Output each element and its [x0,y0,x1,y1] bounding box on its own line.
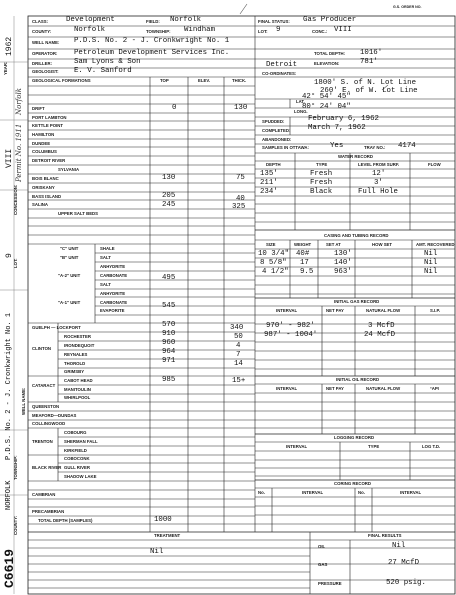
water-row3-type: Black [310,188,333,196]
coord-line2: 260' E. of W. Lot Line [320,87,418,95]
long-label: LONG. [294,109,308,114]
a1-carbonate-top: 545 [162,302,176,310]
bois-blanc-top: 130 [162,174,176,182]
casing-title: CASING AND TUBING RECORD [324,233,389,238]
tray-value: 4174 [398,142,416,150]
irondequoit-thick: 4 [236,342,241,350]
class-value: Development [66,16,115,24]
oil-col-flow: NATURAL FLOW [366,386,401,391]
hamilton-label: HAMILTON [32,132,55,137]
pressure-result-label: PRESSURE [318,581,342,586]
treatment-title: TREATMENT [154,533,181,538]
county-side-value: NORFOLK [5,480,13,510]
water-row3-depth: 234' [260,188,278,196]
driller-label: DRILLER: [32,61,53,66]
gas-row1-interval: 970' - 982' [266,322,315,330]
oil-title: INITIAL OIL RECORD [336,377,380,382]
casing-col-recovered: AMT. RECOVERED [416,242,455,247]
b-unit-label: "B" UNIT [60,255,79,260]
water-col-depth: DEPTH [266,162,281,167]
water-row3-level: Full Hole [358,188,398,196]
water-row1-level: 12' [372,170,386,178]
guelph-label: GUELPH — LOCKPORT [32,325,81,330]
geologist-label: GEOLOGIST: [32,69,59,74]
casing-col-setat: SET AT [326,242,341,247]
coordinates-label: CO-ORDINATES: [262,71,297,76]
well-name-side-label: WELL NAME: [21,387,26,415]
operator-value: Petroleum Development Services Inc. [74,49,230,57]
year-label: YEAR: [3,61,8,75]
salina-top: 245 [162,201,176,209]
gas-col-flow: NATURAL FLOW [366,308,401,313]
meaford-label: MEAFORD—DUNDAS [32,413,77,418]
casing-row2-size: 8 5/8" [260,259,287,267]
carbonate2-label: CARBONATE [100,300,128,305]
cobourg-label: COBOURG [64,430,87,435]
guelph-thick: 340 [230,324,244,332]
bass-island-top: 205 [162,192,176,200]
casing-col-howset: HOW SET [372,242,393,247]
bass-island-thick: 40 [236,195,245,203]
gas-col-interval: INTERVAL [276,308,298,313]
cabot-head-label: CABOT HEAD [64,378,93,383]
water-col-flow: FLOW [428,162,441,167]
logging-col-type: TYPE [368,444,380,449]
county-label: COUNTY: [32,29,52,34]
formations-title: GEOLOGICAL FORMATIONS [32,78,91,83]
completed-label: COMPLETED: [262,128,291,133]
casing-row2-recovered: Nil [424,259,438,267]
long-value: 80° 24' 04" [302,103,351,111]
a1-unit-label: "A-1" UNIT [58,300,81,305]
samples-value: Yes [330,142,344,150]
anhydrite-label: ANHYDRITE [100,264,126,269]
shadow-lake-label: SHADOW LAKE [64,474,97,479]
geologist-value: E. V. Sanford [74,67,132,75]
kirkfield-label: KIRKFIELD [64,448,87,453]
lot-label-header: LOT: [258,29,268,34]
sylvania-label: SYLVANIA [58,167,80,172]
treatment-value: Nil [150,548,164,556]
final-status-label: FINAL STATUS: [258,19,290,24]
record-number: C6619 [2,548,17,588]
detroit-river-label: DETROIT RIVER [32,158,66,163]
city-value: Detroit [266,61,298,69]
coring-title: CORING RECORD [334,481,372,486]
water-row1-depth: 135' [260,170,278,178]
guelph-top: 570 [162,321,176,329]
driller-value: Sam Lyons & Son [74,58,141,66]
conc-value: VIII [334,26,352,34]
concession-label: CONCESSION: [13,184,18,215]
casing-col-size: SIZE [266,242,276,247]
irondequoit-top: 960 [162,339,176,347]
carbonate-label: CARBONATE [100,273,128,278]
casing-row1-weight: 40# [296,250,310,258]
gas-col-sip: S.I.P. [430,308,440,313]
casing-row2-weight: 17 [300,259,309,267]
year-value: 1962 [5,36,14,56]
coring-col-no2: No. [358,490,365,495]
thorold-thick: 14 [234,360,243,368]
well-name-label: WELL NAME: [32,40,60,45]
casing-row3-recovered: Nil [424,268,438,276]
gas-title: INITIAL GAS RECORD [334,299,380,304]
oil-col-api: °API [430,386,439,391]
county-side-label: COUNTY: [13,515,18,535]
lot-value: 9 [5,253,14,258]
coord-line1: 1800' S. of N. Lot Line [314,79,417,87]
samples-label: SAMPLES IN OTTAWA: [262,145,309,150]
township-label: TOWNSHIP: [146,29,171,34]
evaporite-label: EVAPORITE [100,308,125,313]
manitoulin-label: MANITOULIN [64,387,91,392]
coring-col-no1: No. [258,490,265,495]
gas-result-label: GAS [318,562,328,567]
reynales-label: REYNALES [64,352,88,357]
dundee-label: DUNDEE [32,141,51,146]
final-results-title: FINAL RESULTS [368,533,402,538]
permit-handwritten: Permit No. 1911 [15,123,23,182]
lot-value-header: 9 [276,26,281,34]
lat-label: LAT. [296,99,305,104]
township-side-label: TOWNSHIP: [13,455,18,480]
casing-row3-weight: 9.5 [300,268,314,276]
lot-label: LOT: [13,258,18,268]
col-top: TOP [160,78,169,83]
upper-salt-beds-label: UPPER SALT BEDS [58,211,99,216]
water-col-level: LEVEL FROM SURF. [358,162,400,167]
coring-col-interval2: INTERVAL [400,490,422,495]
oil-col-netpay: NET PAY [326,386,344,391]
water-row2-level: 3' [374,179,383,187]
sherman-fall-label: SHERMAN FALL [64,439,98,444]
col-elev: ELEV. [198,78,211,83]
cabot-head-top: 985 [162,376,176,384]
casing-row1-size: 10 3/4" [258,250,290,258]
cambrian-label: CAMBRIAN [32,492,56,497]
field-value: Norfolk [170,16,202,24]
spudded-label: SPUDDED: [262,119,285,124]
gas-result-value: 27 McfD [388,559,420,567]
precambrian-label: PRECAMBRIAN [32,509,65,514]
final-status-value: Gas Producer [303,16,357,24]
salt2-label: SALT [100,282,111,287]
well-name-side-value: P.D.S. No. 2 - J. Cronkwright No. 1 [5,312,13,460]
oil-result-label: OIL [318,544,326,549]
completed-value: March 7, 1962 [308,124,366,132]
abandoned-label: ABANDONED: [262,137,292,142]
water-row2-depth: 211' [260,179,278,187]
rochester-thick: 50 [234,333,243,341]
shale-label: SHALE [100,246,115,251]
gas-col-netpay: NET PAY [326,308,344,313]
well-name-value: P.D.S. No. 2 - J. Cronkwright No. 1 [74,37,230,45]
gs-order-label: G.S. ORDER NO. [393,5,422,9]
rochester-top: 910 [162,330,176,338]
spudded-value: February 6, 1962 [308,115,379,123]
coring-col-interval1: INTERVAL [302,490,324,495]
casing-row1-setat: 130' [334,250,352,258]
operator-label: OPERATOR: [32,51,58,56]
whirlpool-label: WHIRLPOOL [64,395,91,400]
logging-col-interval: INTERVAL [286,444,308,449]
gas-row2-flow: 24 McfD [364,331,396,339]
a2-unit-label: "A-2" UNIT [58,273,81,278]
grimsby-label: GRIMSBY [64,369,85,374]
total-depth-samples-label: TOTAL DEPTH (SAMPLES) [38,518,93,523]
elevation-value: 781' [360,58,378,66]
queenston-label: QUEENSTON [32,404,60,409]
lat-value: 42° 54' 45" [302,93,351,101]
col-thick: THICK. [232,78,247,83]
total-depth-label: TOTAL DEPTH: [314,51,346,56]
casing-row3-size: 4 1/2" [262,268,289,276]
port-lambton-label: PORT LAMBTON [32,115,67,120]
reynales-thick: 7 [236,351,241,359]
pressure-result-value: 520 psig. [386,579,426,587]
casing-row3-setat: 963' [334,268,352,276]
black-river-label: BLACK RIVER [32,465,62,470]
kettle-point-label: KETTLE POINT [32,123,64,128]
water-record-title: WATER RECORD [338,154,374,159]
elevation-label: ELEVATION: [314,61,340,66]
thorold-top: 971 [162,357,176,365]
logging-col-logtd: LOG T.D. [422,444,441,449]
trenton-label: TRENTON [32,439,53,444]
casing-row1-recovered: Nil [424,250,438,258]
bois-blanc-thick: 75 [236,174,245,182]
logging-title: LOGGING RECORD [334,435,375,440]
concession-value: VIII [5,148,14,168]
oil-col-interval: INTERVAL [276,386,298,391]
total-depth-samples-value: 1000 [154,516,172,524]
gas-row2-interval: 987' - 1004' [264,331,318,339]
casing-col-weight: WEIGHT [294,242,312,247]
bass-island-label: BASS ISLAND [32,194,62,199]
irondequoit-label: IRONDEQUOIT [64,343,95,348]
field-label: FIELD: [146,19,160,24]
township-handwritten: Norfolk [15,88,23,115]
bois-blanc-label: BOIS BLANC [32,176,59,181]
cataract-label: CATARACT [32,383,56,388]
tray-label: TRAY NO.: [364,145,386,150]
salina-label: SALINA [32,202,48,207]
drift-thick: 130 [234,104,248,112]
water-row2-type: Fresh [310,179,333,187]
gull-river-label: GULL RIVER [64,465,90,470]
rochester-label: ROCHESTER [64,334,91,339]
drift-label: DRIFT [32,106,45,111]
oil-result-value: Nil [392,542,406,550]
water-col-type: TYPE [316,162,328,167]
class-label: CLASS: [32,19,48,24]
water-row1-type: Fresh [310,170,333,178]
salina-thick: 325 [232,203,246,211]
clinton-label: CLINTON [32,346,52,351]
oriskany-label: ORISKANY [32,185,55,190]
a2-carbonate-top: 495 [162,274,176,282]
cabot-head-thick: 15+ [232,377,246,385]
county-value: Norfolk [74,26,106,34]
conc-label: CONC.: [312,29,328,34]
drift-top: 0 [172,104,177,112]
total-depth-value: 1016' [360,49,383,57]
township-value: Windham [184,26,216,34]
collingwood-label: COLLINGWOOD [32,421,66,426]
salt-label: SALT [100,255,111,260]
coboconk-label: COBOCONK [64,456,90,461]
thorold-label: THOROLD [64,361,86,366]
casing-row2-setat: 140' [334,259,352,267]
columbus-label: COLUMBUS [32,149,57,154]
reynales-top: 964 [162,348,176,356]
c-unit-label: "C" UNIT [60,246,79,251]
anhydrite2-label: ANHYDRITE [100,291,126,296]
gas-row1-flow: 3 McfD [368,322,395,330]
